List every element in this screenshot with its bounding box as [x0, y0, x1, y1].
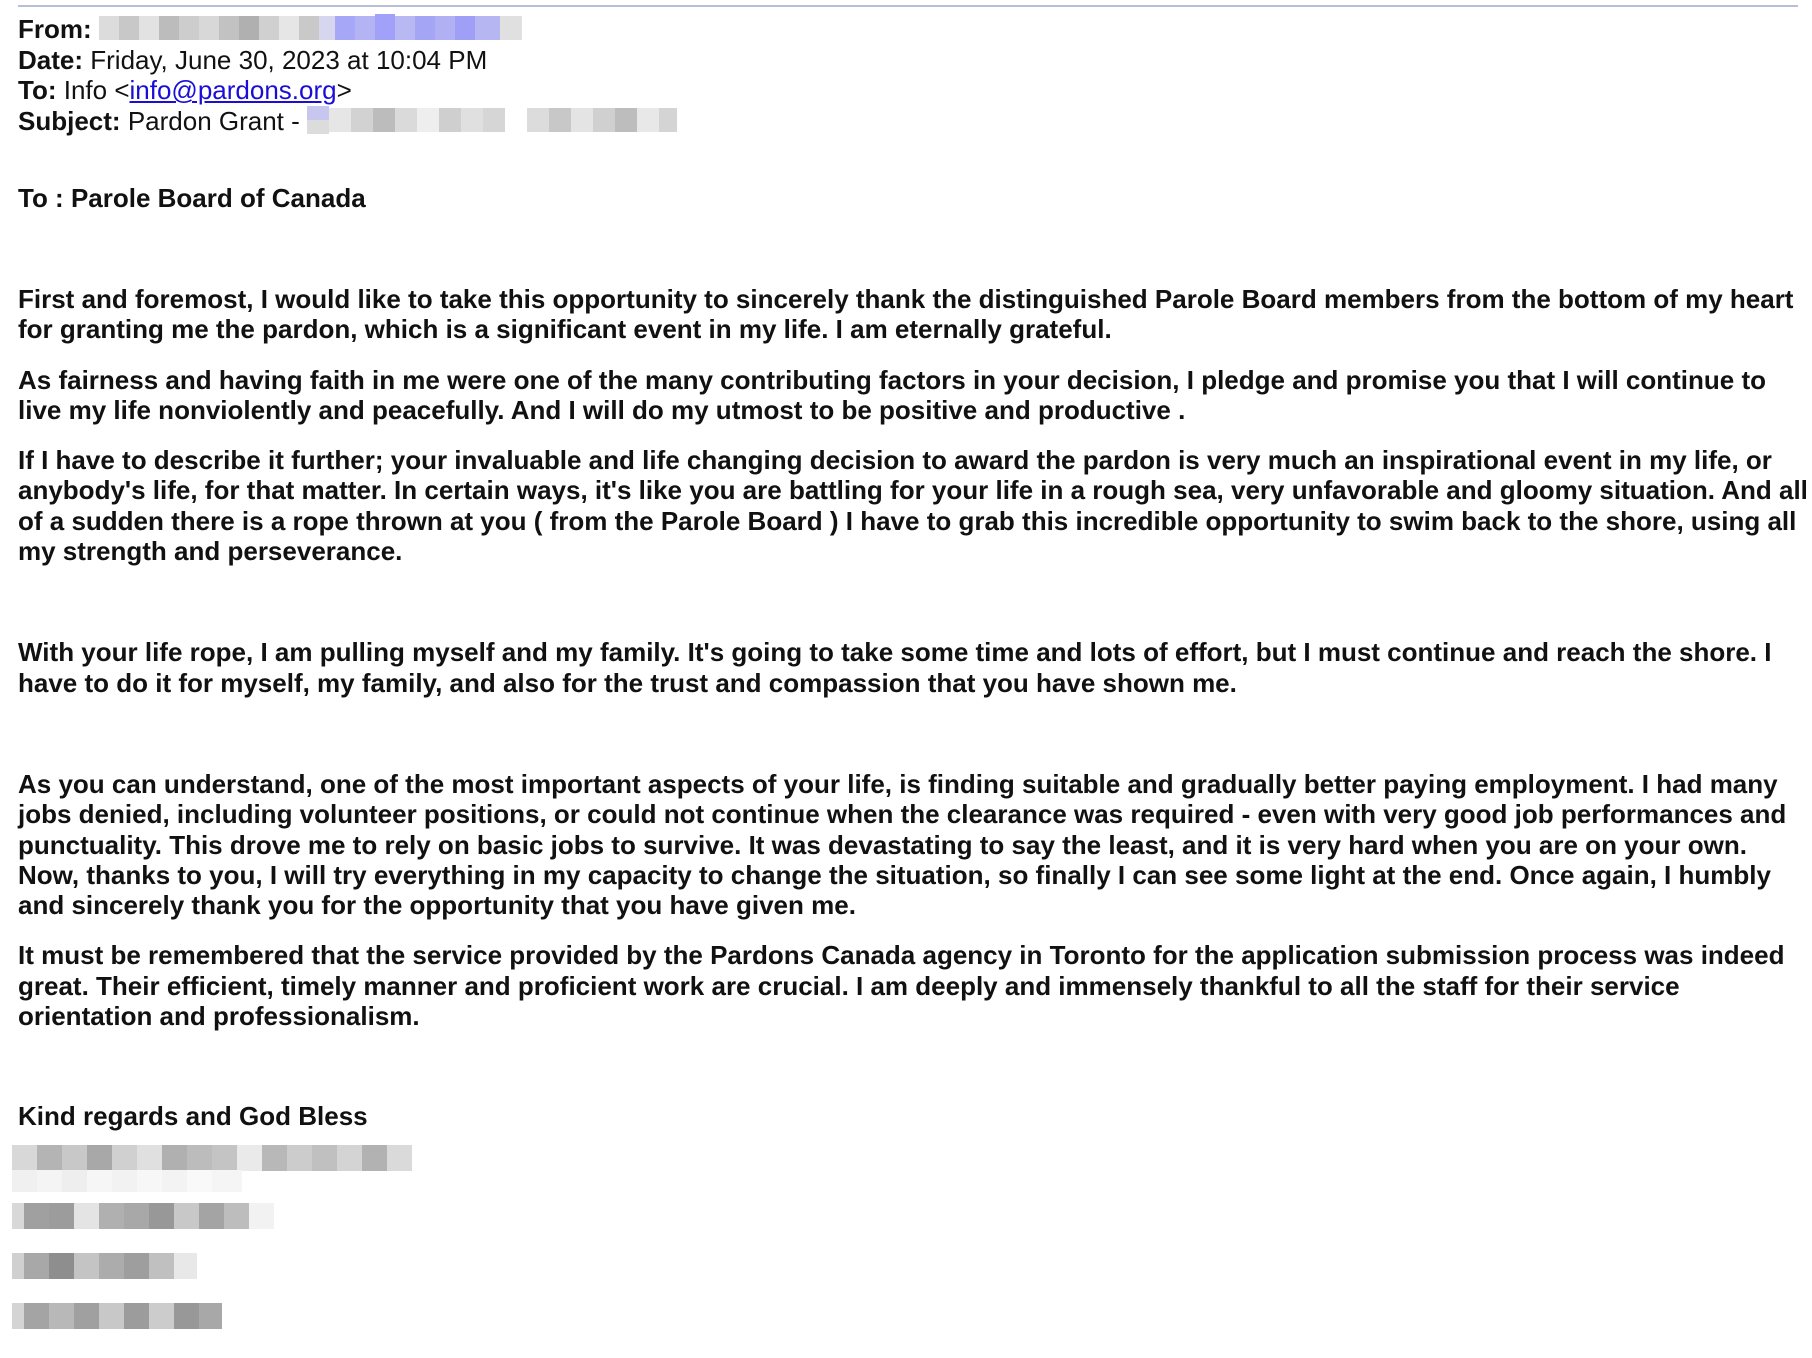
to-label: To:: [18, 75, 57, 105]
subject-line: [18, 106, 677, 137]
redacted-sender: [99, 14, 524, 42]
paragraph-family: With your life rope, I am pulling myself and my family. It's going to take some time and lots of effort, but I must continue and reach the shore. I have to do it for myself, my family, and also for the trust and compassion that you have shown me.: [18, 637, 1772, 698]
date-line: [18, 45, 677, 76]
subject-label: Subject:: [18, 105, 121, 136]
paragraph-pledge: As fairness and having faith in me were one of the many contributing factors in your decision, I pledge and promise you that I will continue to live my life nonviolently and peacefully. And I will do my utmost to be positive and productive .: [18, 364, 1767, 425]
redacted-signature-line-3: [12, 1203, 287, 1229]
subject-value: Pardon Grant -: [127, 105, 308, 136]
paragraph-employment: As you can understand, one of the most important aspects of your life, is finding suitable and gradually better paying employment. I had many jobs denied, including volunteer positions, or could not continue when the clearance was required - even with very good job performances and punctuality. This drove me to rely on basic jobs to survive. It was devastating to say the least, and it is very hard when you are on your own. Now, thanks to you, I will try everything in my capacity to change the situation, so finally I can see some light at the end. Once again, I humbly and sincerely thank you for the opportunity that you have given me.: [18, 768, 1787, 921]
redacted-signature-line-1: [12, 1145, 412, 1171]
letter-body: [18, 183, 1808, 1031]
to-line: [18, 75, 677, 106]
redacted-signature-line-2: [12, 1170, 242, 1192]
from-line: [18, 14, 677, 45]
salutation: To : Parole Board of Canada: [18, 183, 366, 213]
email-header: [18, 14, 677, 136]
paragraph-life-rope-metaphor: If I have to describe it further; your invaluable and life changing decision to award the pardon is very much an inspirational event in my life, or anybody's life, for that matter. In certain ways, it's like you are battling for your life in a rough sea, very unfavorable and gloomy situation. And all of a sudden there is a rope thrown at you ( from the Parole Board ) I have to grab this incredible opportunity to swim back to the shore, using all my strength and perseverance.: [18, 445, 1808, 567]
date-value: Friday, June 30, 2023 at 10:04 PM: [90, 44, 488, 75]
to-close: >: [336, 75, 352, 105]
recipient-email-link[interactable]: info@pardons.org: [129, 75, 337, 105]
closing-line: Kind regards and God Bless: [18, 1101, 368, 1131]
redacted-signature-line-4: [12, 1253, 197, 1279]
paragraph-thanks: First and foremost, I would like to take this opportunity to sincerely thank the distinguished Parole Board members from the bottom of my heart for granting me the pardon, which is a significant event in my life. I am eternally grateful.: [18, 284, 1794, 345]
redacted-signature-line-5: [12, 1303, 222, 1329]
to-name: Info <: [63, 75, 130, 105]
header-divider: [18, 5, 1798, 7]
redacted-subject: [307, 106, 677, 134]
paragraph-agency-thanks: It must be remembered that the service provided by the Pardons Canada agency in Toronto for the application submission process was indeed great. Their efficient, timely manner and proficient work are crucial. I am deeply and immensely thankful to all the staff for their service orientation and professionalism.: [18, 940, 1785, 1032]
date-label: Date:: [18, 44, 84, 75]
from-label: From:: [18, 14, 92, 44]
